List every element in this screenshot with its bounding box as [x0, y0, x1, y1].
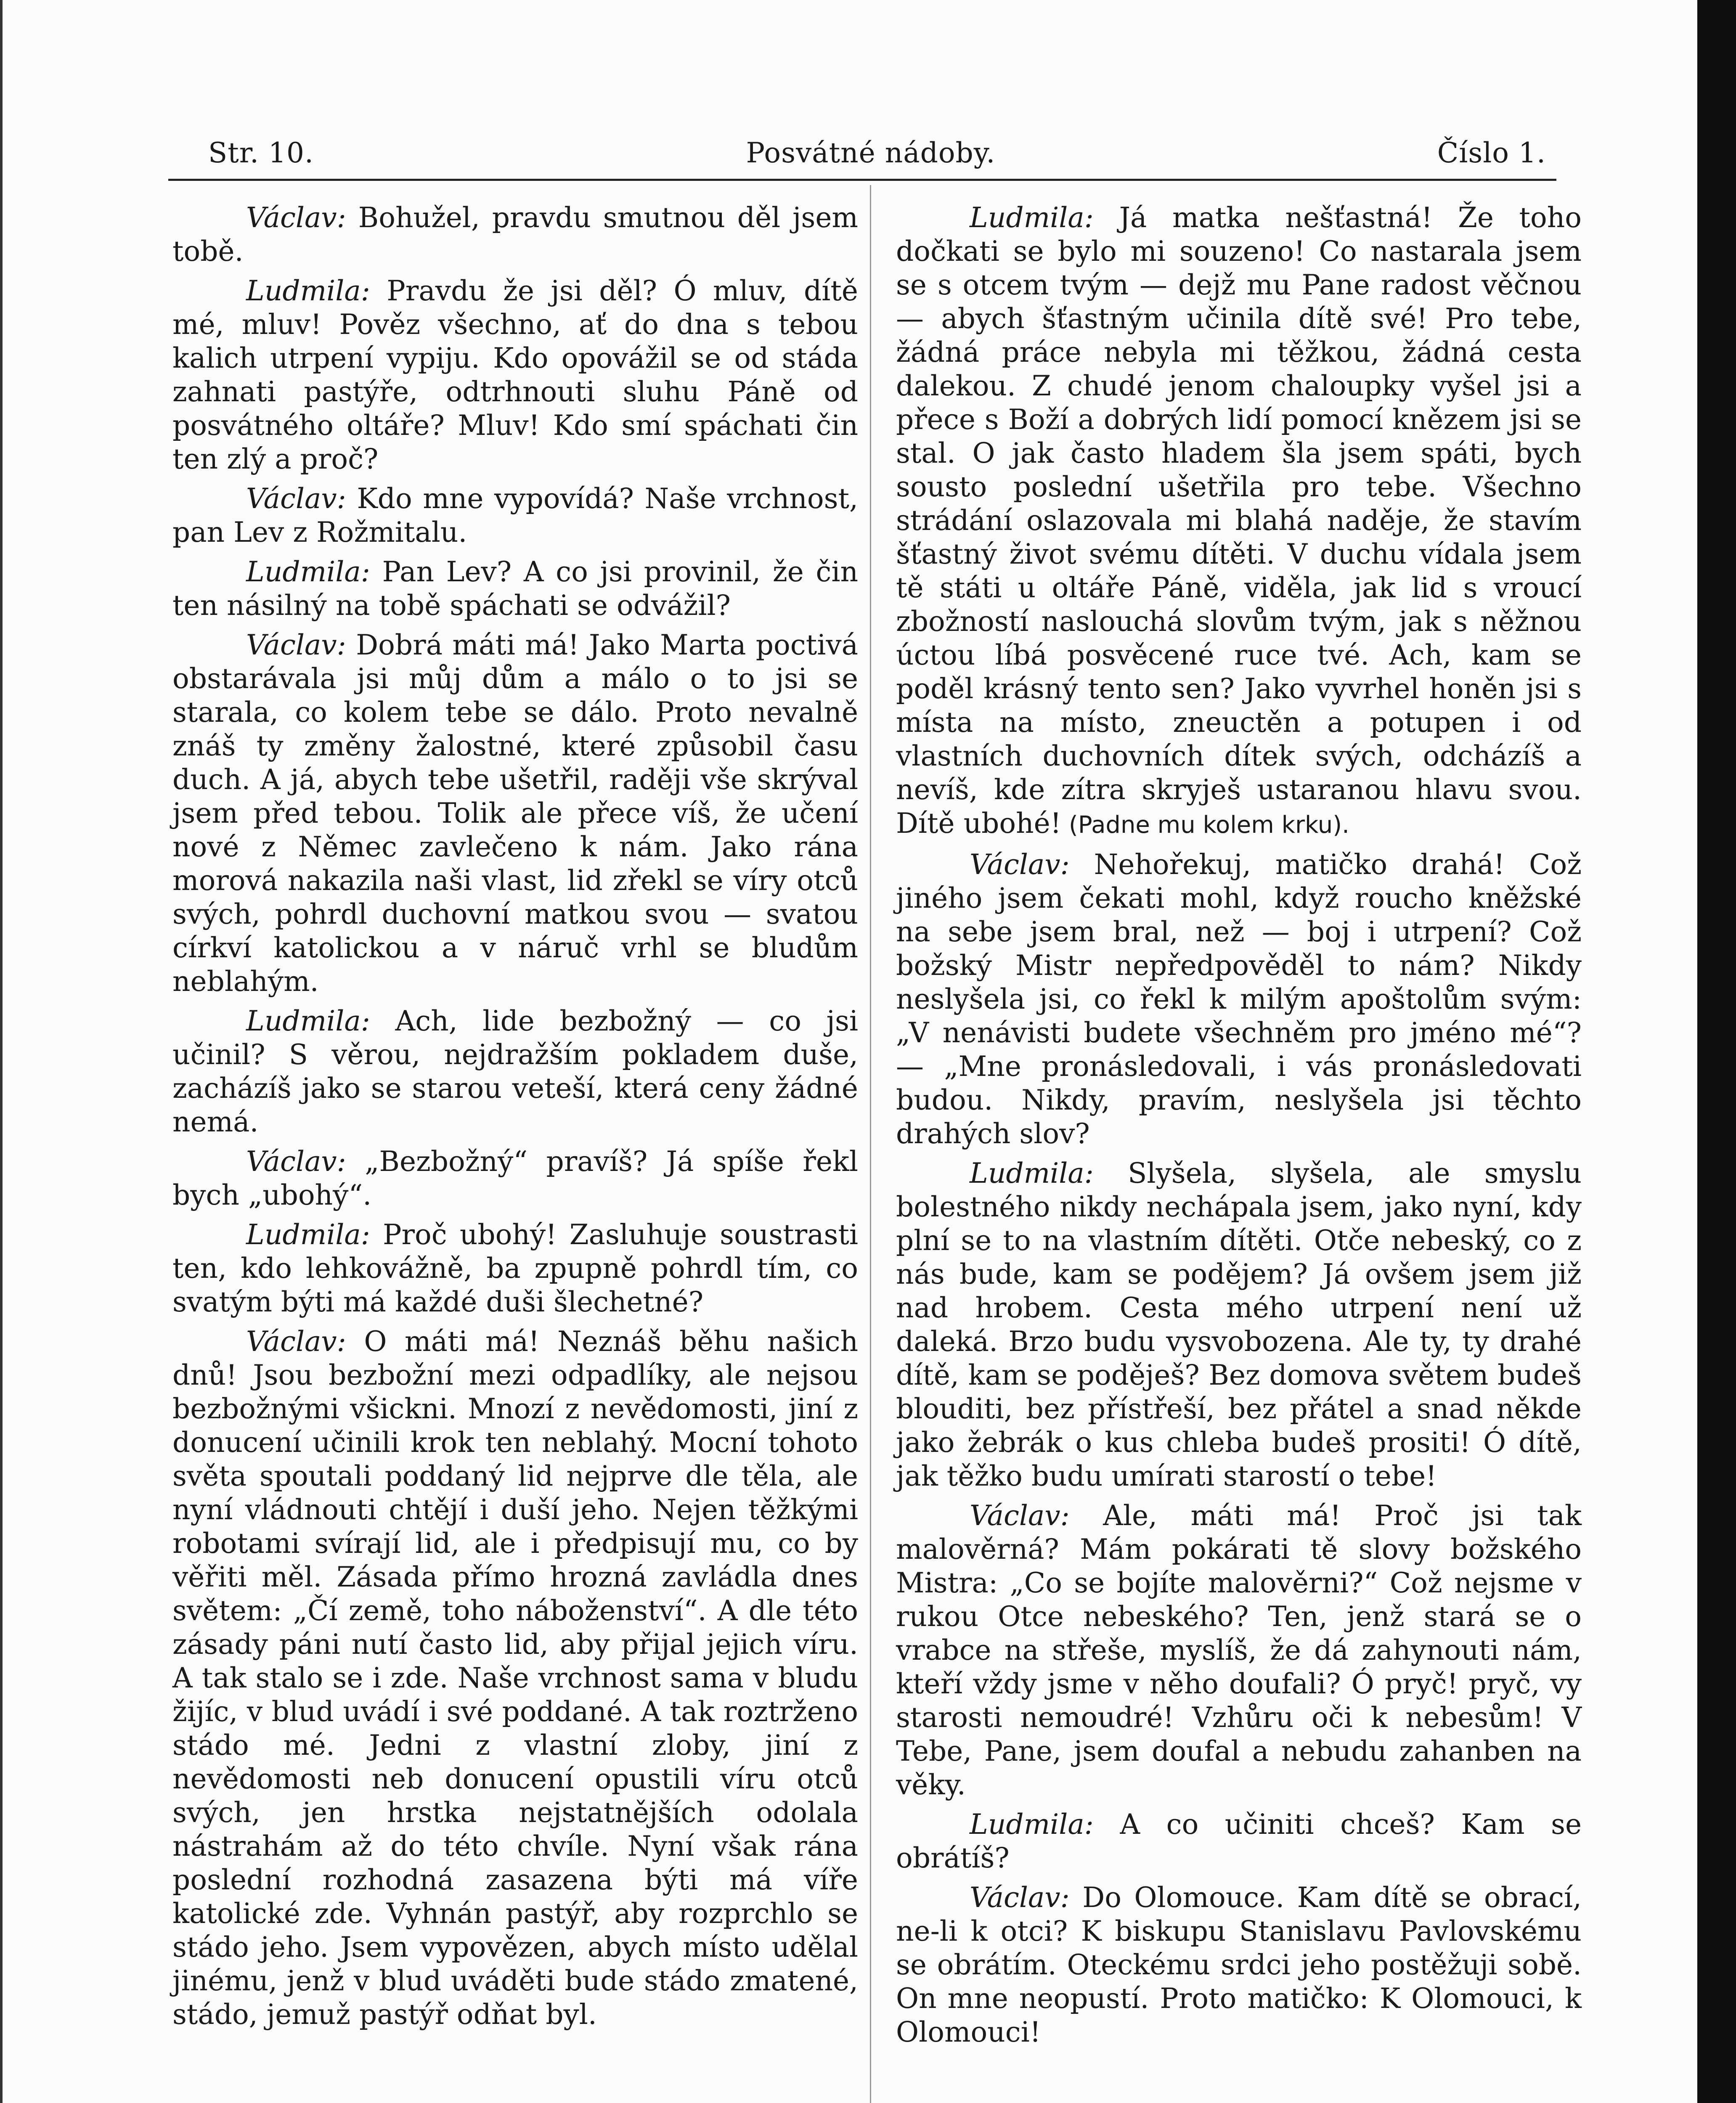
dialogue-paragraph	[172, 1218, 858, 1319]
dialogue-text: Nehořekuj, matičko drahá! Což jiného jsem čekati mohl, když roucho kněžské na sebe jsem bral, než — boj i utrpení? Což božský Mistr nepředpověděl to nám? Nikdy neslyšela jsi, co řekl k milým apoštolům svým: „V nenávisti budete všechněm pro jméno mé“? — „Mne pronásledovali, i vás pronásledovati budou. Nikdy, pravím, neslyšela jsi těchto drahých slov?	[896, 848, 1582, 1150]
stage-direction: (Padne mu kolem krku).	[1061, 811, 1349, 839]
dialogue-text: A co učiniti chceš? Kam se obrátíš?	[896, 1808, 1582, 1874]
dialogue-text: Dobrá máti má! Jako Marta poctivá obstarávala jsi můj dům a málo o to jsi se starala, co kolem tebe se dálo. Proto nevalně znáš ty změny žalostné, které způsobil času duch. A já, abych tebe ušetřil, raději vše skrýval jsem před tebou. Tolik ale přece víš, že učení nové z Němec zavlečeno k nám. Jako rána morová nakazila naši vlast, lid zřekl se víry otců svých, pohrdl duchovní matkou svou — svatou církví katolickou a v náruč vrhl se bludům neblahým.	[172, 629, 858, 998]
page-number: Str. 10.	[208, 137, 314, 169]
dialogue-paragraph	[896, 1157, 1582, 1493]
dialogue-text: Proč ubohý! Zasluhuje soustrasti ten, kdo lehkovážně, ba zpupně pohrdl tím, co svatým býti má každé duši šlechetné?	[172, 1218, 858, 1318]
speaker-name: Ludmila:	[246, 275, 370, 307]
dialogue-text: Do Olomouce. Kam dítě se obrací, ne-li k otci? K biskupu Stanislavu Pavlovskému se obrátím. Oteckému srdci jeho postěžuji sobě. On mne neopustí. Proto matičko: K Olomouci, k Olomouci!	[896, 1881, 1582, 2048]
dialogue-text: Ale, máti má! Proč jsi tak malověrná? Mám pokárati tě slovy božského Mistra: „Co se bojíte malověrni?“ Což nejsme v rukou Otce nebeského? Ten, jenž stará se o vrabce na střeše, myslíš, že dá zahynouti nám, kteří vždy jsme v něho doufali? Ó pryč! pryč, vy starosti nemoudré! Vzhůru oči k nebesům! V Tebe, Pane, jsem doufal a nebudu zahanben na věky.	[896, 1499, 1582, 1801]
dialogue-paragraph	[896, 201, 1582, 842]
left-column	[172, 201, 858, 2103]
right-column	[896, 201, 1582, 2103]
speaker-name: Václav:	[246, 201, 346, 234]
dialogue-text: Ach, lide bezbožný — co jsi učinil? S věrou, nejdražším pokladem duše, zacházíš jako se starou veteší, která ceny žádné nemá.	[172, 1005, 858, 1138]
dialogue-text: O máti má! Neznáš běhu našich dnů! Jsou bezbožní mezi odpadlíky, ale nejsou bezbožnými všickni. Mnozí z nevědomosti, jiní z donucení učinili krok ten neblahý. Mocní tohoto světa spoutali poddaný lid nejprve dle těla, ale nyní vládnouti chtějí i duší jeho. Nejen těžkými robotami svírají lid, ale i předpisují mu, co by věřiti měl. Zásada přímo hrozná zavládla dnes světem: „Čí země, toho náboženství“. A dle této zásady páni nutí často lid, aby přijal jejich víru. A tak stalo se i zde. Naše vrchnost sama v bludu žijíc, v blud uvádí i své poddané. A tak roztrženo stádo mé. Jedni z vlastní zloby, jiní z nevědomosti neb donucení opustili víru otců svých, jen hrstka nejstatnějších odolala nástrahám až do této chvíle. Nyní však rána poslední rozhodná zasazena býti má víře katolické zde. Vyhnán pastýř, aby rozprchlo se stádo jeho. Jsem vypovězen, abych místo udělal jinému, jenž v blud uváděti bude stádo zmatené, stádo, jemuž pastýř odňat byl.	[172, 1325, 858, 2031]
scan-edge-left	[0, 0, 3, 2103]
dialogue-text: Kdo mne vypovídá? Naše vrchnost, pan Lev z Rožmitalu.	[172, 482, 858, 548]
dialogue-paragraph	[172, 555, 858, 622]
running-title: Posvátné nádoby.	[746, 137, 996, 169]
dialogue-text: Pan Lev? A co jsi provinil, že čin ten násilný na tobě spáchati se odvážil?	[172, 556, 858, 622]
speaker-name: Václav:	[246, 629, 346, 661]
dialogue-paragraph	[172, 1004, 858, 1139]
column-divider	[870, 185, 871, 2103]
speaker-name: Václav:	[246, 482, 346, 515]
dialogue-text: Já matka nešťastná! Že toho dočkati se bylo mi souzeno! Co nastarala jsem se s otcem tvým — dejž mu Pane radost věčnou — abych šťastným učinila dítě své! Pro tebe, žádná práce nebyla mi těžkou, žádná cesta dalekou. Z chudé jenom chaloupky vyšel jsi a přece s Boží a dobrých lidí pomocí knězem jsi se stal. O jak často hladem šla jsem spáti, bych sousto poslední ušetřila pro tebe. Všechno strádání oslazovala mi blahá naděje, že stavím šťastný život svému dítěti. V duchu vídala jsem tě státi u oltáře Páně, viděla, jak lid s vroucí zbožností naslouchá slovům tvým, jak s něžnou úctou líbá posvěcené ruce tvé. Ach, kam se poděl krásný tento sen? Jako vyvrhel honěn jsi s místa na místo, zneuctěn a potupen i od vlastních duchovních dítek svých, odcházíš a nevíš, kde zítra skryješ ustaranou hlavu svou. Dítě ubohé!	[896, 201, 1582, 840]
speaker-name: Václav:	[970, 848, 1070, 881]
dialogue-paragraph	[896, 1499, 1582, 1802]
scan-edge-right	[1697, 0, 1736, 2103]
speaker-name: Ludmila:	[246, 1005, 370, 1037]
dialogue-paragraph	[172, 274, 858, 476]
dialogue-text: Pravdu že jsi děl? Ó mluv, dítě mé, mluv! Pověz všechno, ať do dna s tebou kalich utrpení vypiju. Kdo opovážil se od stáda zahnati pastýře, odtrhnouti sluhu Páně od posvátného oltáře? Mluv! Kdo smí spáchati čin ten zlý a proč?	[172, 275, 858, 475]
dialogue-paragraph	[172, 482, 858, 549]
speaker-name: Václav:	[970, 1881, 1070, 1914]
dialogue-text: „Bezbožný“ pravíš? Já spíše řekl bych „ubohý“.	[172, 1145, 858, 1211]
speaker-name: Václav:	[246, 1325, 346, 1358]
dialogue-text: Bohužel, pravdu smutnou děl jsem tobě.	[172, 201, 858, 268]
dialogue-paragraph	[172, 1325, 858, 2031]
dialogue-paragraph	[896, 1808, 1582, 1875]
dialogue-paragraph	[896, 1881, 1582, 2049]
page-header	[196, 137, 1546, 179]
issue-number: Číslo 1.	[1437, 137, 1546, 169]
dialogue-text: Slyšela, slyšela, ale smyslu bolestného nikdy nechápala jsem, jako nyní, kdy plní se to na vlastním dítěti. Otče nebeský, co z nás bude, kam se podějem? Já ovšem jsem již nad hrobem. Cesta mého utrpení není už daleká. Brzo budu vysvobozena. Ale ty, ty drahé dítě, kam se poděješ? Bez domova světem budeš blouditi, bez přístřeší, bez přátel a snad někde jako žebrák o kus chleba budeš prositi! Ó dítě, jak těžko budu umírati starostí o tebe!	[896, 1157, 1582, 1492]
speaker-name: Václav:	[246, 1145, 346, 1178]
speaker-name: Ludmila:	[970, 201, 1094, 234]
dialogue-paragraph	[896, 848, 1582, 1151]
header-rule	[168, 179, 1556, 181]
dialogue-paragraph	[172, 201, 858, 268]
speaker-name: Ludmila:	[246, 1218, 370, 1251]
dialogue-paragraph	[172, 628, 858, 999]
dialogue-paragraph	[172, 1145, 858, 1212]
speaker-name: Ludmila:	[970, 1157, 1094, 1189]
speaker-name: Václav:	[970, 1499, 1070, 1532]
speaker-name: Ludmila:	[246, 556, 370, 588]
speaker-name: Ludmila:	[970, 1808, 1094, 1841]
